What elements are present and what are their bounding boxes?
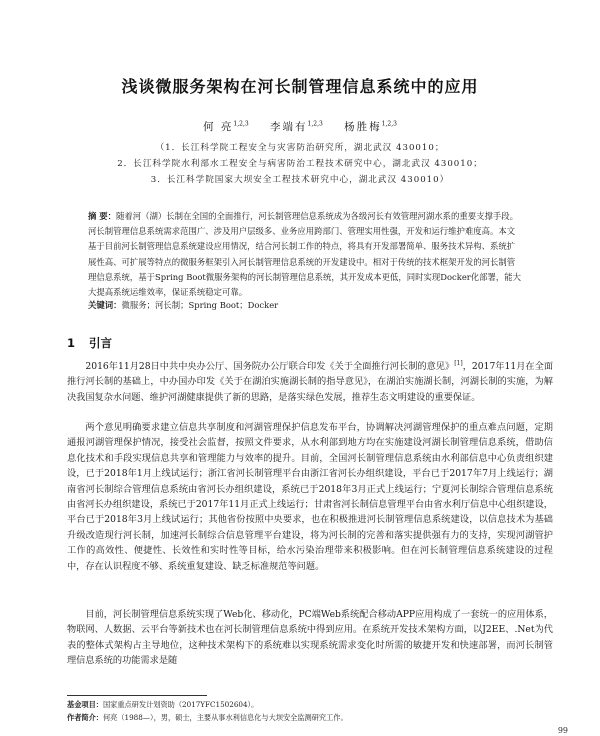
- keywords-label: 关键词：: [88, 300, 122, 310]
- paper-title: 浅谈微服务架构在河长制管理信息系统中的应用: [121, 77, 479, 96]
- section-title: 引言: [89, 336, 113, 350]
- abstract-label: 摘 要：: [88, 211, 117, 221]
- section-heading: [67, 335, 112, 351]
- author-name: 何 亮$^{1,2,3}$: [203, 120, 249, 133]
- author-list: [0, 119, 600, 134]
- footnote-author: 作者简介：何亮（1988—），男，硕士，主要从事水利信息化与大坝安全监测研究工作。: [67, 713, 348, 722]
- section-number: 1: [67, 336, 76, 350]
- body-paragraph: 目前，河长制管理信息系统实现了Web化、移动化，PC端Web系统配合移动APP应用构成了一套统一的应用体系，物联网、人数据、云平台等新技术也在河长制管理信息系统中得到应用。在系统开发技术架构方面，以J2EE、.Net为代表的整体式架构占主导地位，这种技术架构下的系统难以实现系统需求变化时所需的敏捷开发和快速部署，而河长制管理信息系统的功能需求是随: [67, 609, 553, 667]
- footnote-fund: 基金项目：国家重点研发计划资助（2017YFC1502604）。: [67, 700, 259, 709]
- footnote-divider: [67, 695, 207, 696]
- affiliation-line: （1．长江科学院工程安全与灾害防治研究所，湖北武汉 430010；: [155, 143, 445, 153]
- abstract-text: 随着河（湖）长制在全国的全面推行，河长制管理信息系统成为各级河长有效管理河湖水系的重要支撑手段。河长制管理信息系统需求范围广、涉及用户层级多、业务应用跨部门、管理实用性强，开发和运行维护难度高。本文基于目前河长制管理信息系统建设应用情况，结合河长制工作的特点，将具有开发部署简单、服务技术异构、系统扩展性高、可扩展等特点的微服务框架引入河长制管理信息系统的开发建设中。相对于传统的技术框架开发的河长制管理信息系统，基于Spring Boot微服务架构的河长制管理信息系统，其开发成本更低，同时实现Docker化部署，能大大提高系统运维效率，保证系统稳定可靠。: [88, 211, 522, 298]
- keywords: [88, 299, 523, 311]
- keywords-text: 微服务；河长制；Spring Boot；Docker: [121, 300, 279, 310]
- body-paragraph: 2016年11月28日中共中央办公厅、国务院办公厅联合印发《关于全面推行河长制的意见》[1]，2017年11月在全面推行河长制的基础上，中办国办印发《关于在湖泊实施湖长制的指导意见》，在湖泊实施湖长制，河湖长制的实施，为解决我国复杂水问题、维护河湖健康提供了新的思路，是落实绿色发展，推荐生态文明建设的重要保证。: [67, 360, 554, 403]
- abstract: [88, 209, 523, 300]
- page-number: 99: [557, 726, 568, 735]
- author-name: 杨胜梅$^{1,2,3}$: [344, 120, 397, 133]
- affiliation-line: 2．长江科学院水利部水工程安全与病害防治工程技术研究中心，湖北武汉 430010；: [117, 159, 483, 169]
- author-name: 李端有$^{1,2,3}$: [270, 120, 323, 133]
- affiliation-line: 3．长江科学院国家大坝安全工程技术研究中心，湖北武汉 430010）: [150, 175, 450, 185]
- body-paragraph: 两个意见明确要求建立信息共享制度和河湖管理保护信息发布平台，协调解决河湖管理保护的重点难点问题，定期通报河湖管理保护情况，接受社会监督，按照文件要求，从水利部到地方均在实施建设河湖长制管理信息系统，借助信息化技术和手段实现信息共享和管理能力与效率的提升。目前，全国河长制管理信息系统由水利部信息中心负责组织建设，已于2018年1月上线试运行；浙江省河长制管理平台由浙江省河长办组织建设，平台已于2017年7月上线运行；湖南省河长制综合管理信息系统由省河长办组织建设，系统已于2018年3月正式上线运行；宁夏河长制综合管理信息系统由省河长办组织建设，系统已于2017年11月正式上线运行；甘肃省河长制信息管理平台由省水利厅信息中心组织建设，平台已于2018年3月上线试运行；其他省份按照中央要求，也在积极推进河长制管理信息系统建设，以信息技术为基础升级改造现行河长制，加速河长制综合信息管理平台建设，将为河长制的完善和落实提供强有力的支持，实现河湖管护工作的高效性、便捷性、长效性和实时性等目标，给水污染治理带来积极影响。但在河长制管理信息系统建设的过程中，存在认识程度不够、系统重复建设、缺乏标准规范等问题。: [67, 422, 553, 572]
